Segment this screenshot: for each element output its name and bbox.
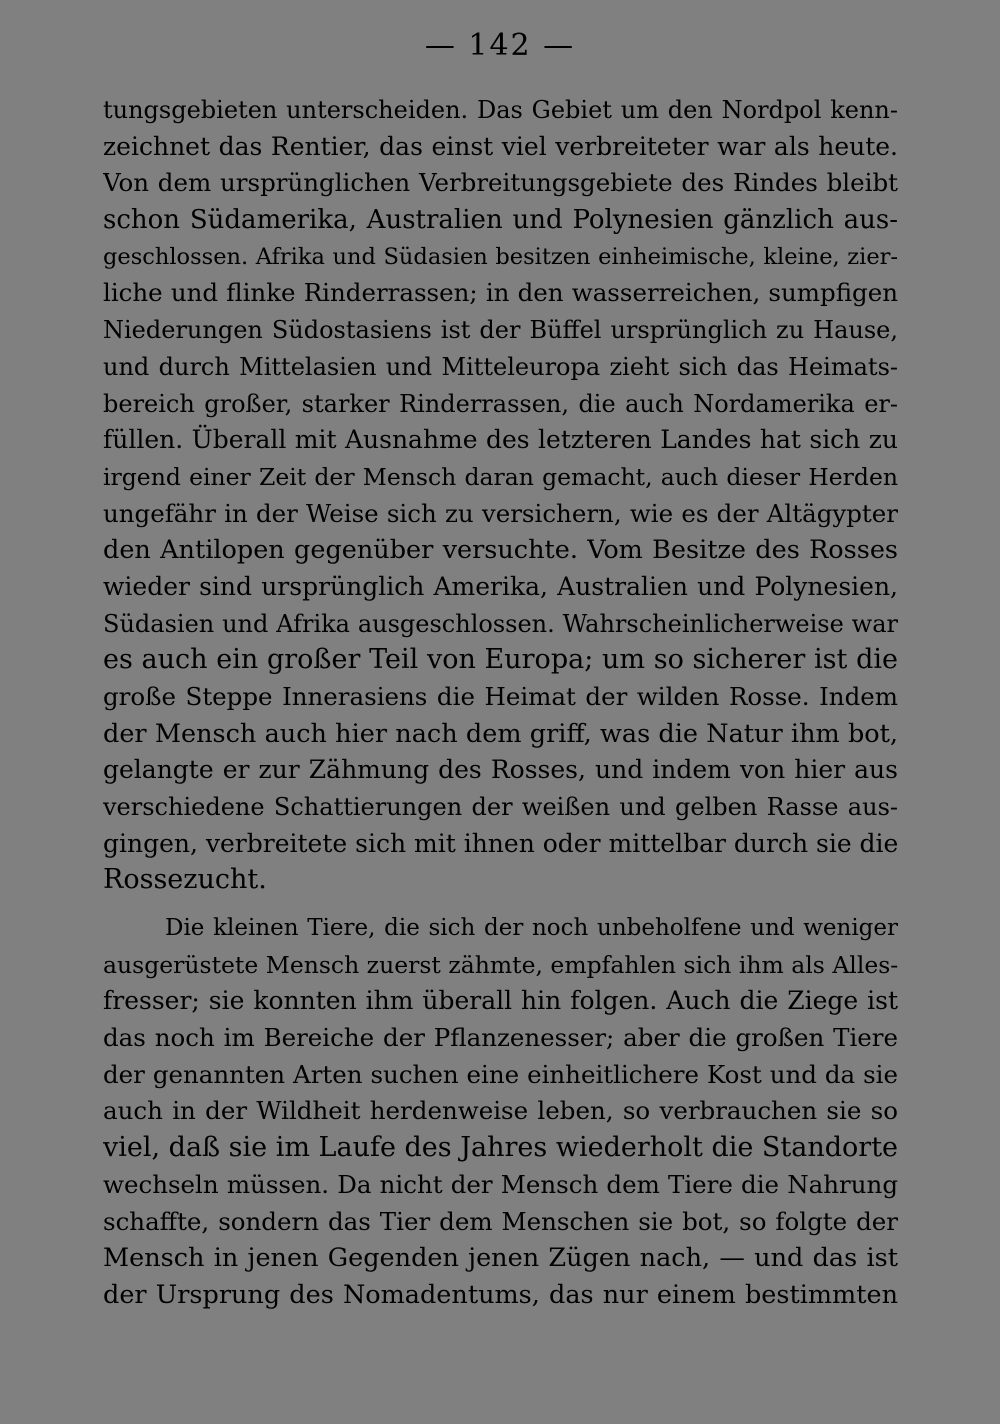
text-line: Von dem ursprünglichen Verbreitungsgebiete des Rindes bleibt (103, 168, 898, 198)
text-line: schaffte, sondern das Tier dem Menschen sie bot, so folgte der (103, 1206, 898, 1236)
text-line: schon Südamerika, Australien und Polynesien gänzlich aus- (103, 205, 898, 236)
text-line: tungsgebieten unterscheiden. Das Gebiet um den Nordpol kenn- (103, 96, 898, 124)
text-line: Die kleinen Tiere, die sich der noch unbeholfene und weniger (165, 915, 898, 941)
text-line: ungefähr in der Weise sich zu versichern, wie es der Altägypter (103, 498, 898, 528)
text-line: liche und flinke Rinderrassen; in den wasserreichen, sumpfigen (103, 278, 898, 308)
text-line: geschlossen. Afrika und Südasien besitzen einheimische, kleine, zier- (103, 243, 898, 270)
text-line: große Steppe Innerasiens die Heimat der wilden Rosse. Indem (103, 682, 898, 711)
text-line: füllen. Überall mit Ausnahme des letzteren Landes hat sich zu (103, 425, 898, 455)
text-line: wechseln müssen. Da nicht der Mensch dem Tiere die Nahrung (103, 1169, 898, 1199)
text-line: fresser; sie konnten ihm überall hin folgen. Auch die Ziege ist (103, 986, 898, 1016)
text-line: Mensch in jenen Gegenden jenen Zügen nach, — und das ist (103, 1243, 898, 1274)
text-line: und durch Mittelasien und Mitteleuropa zieht sich das Heimats- (103, 352, 898, 381)
text-line: das noch im Bereiche der Pflanzenesser; aber die großen Tiere (103, 1023, 898, 1053)
text-line: gelangte er zur Zähmung des Rosses, und indem von hier aus (103, 755, 898, 785)
text-line: Niederungen Südostasiens ist der Büffel ursprünglich zu Hause, (103, 316, 898, 345)
text-line: viel, daß sie im Laufe des Jahres wiederholt die Standorte (103, 1132, 898, 1164)
text-line: zeichnet das Rentier, das einst viel verbreiteter war als heute. (103, 131, 898, 161)
text-line: der Ursprung des Nomadentums, das nur einem bestimmten (103, 1279, 898, 1310)
text-line: verschiedene Schattierungen der weißen und gelben Rasse aus- (103, 793, 898, 822)
text-line: irgend einer Zeit der Mensch daran gemacht, auch dieser Herden (103, 462, 898, 491)
text-line: bereich großer, starker Rinderrassen, die auch Nordamerika er- (103, 389, 898, 418)
page-number: — 142 — (424, 28, 576, 63)
text-line: Südasien und Afrika ausgeschlossen. Wahrscheinlicherweise war (103, 609, 898, 638)
paragraph-1 (103, 92, 898, 899)
text-line: Rossezucht. (103, 864, 267, 896)
text-line: es auch ein großer Teil von Europa; um so sicherer ist die (103, 644, 898, 676)
text-line: der Mensch auch hier nach dem griff, was die Natur ihm bot, (103, 718, 898, 749)
text-line: den Antilopen gegenüber versuchte. Vom Besitze des Rosses (103, 535, 898, 566)
text-line: auch in der Wildheit herdenweise leben, so verbrauchen sie so (103, 1096, 898, 1126)
text-line: der genannten Arten suchen eine einheitlichere Kost und da sie (103, 1059, 898, 1089)
text-line: ausgerüstete Mensch zuerst zähmte, empfahlen sich ihm als Alles- (103, 950, 898, 979)
text-line: wieder sind ursprünglich Amerika, Australien und Polynesien, (103, 571, 898, 601)
text-line: gingen, verbreitete sich mit ihnen oder mittelbar durch sie die (103, 828, 898, 858)
paragraph-2 (103, 910, 898, 1314)
